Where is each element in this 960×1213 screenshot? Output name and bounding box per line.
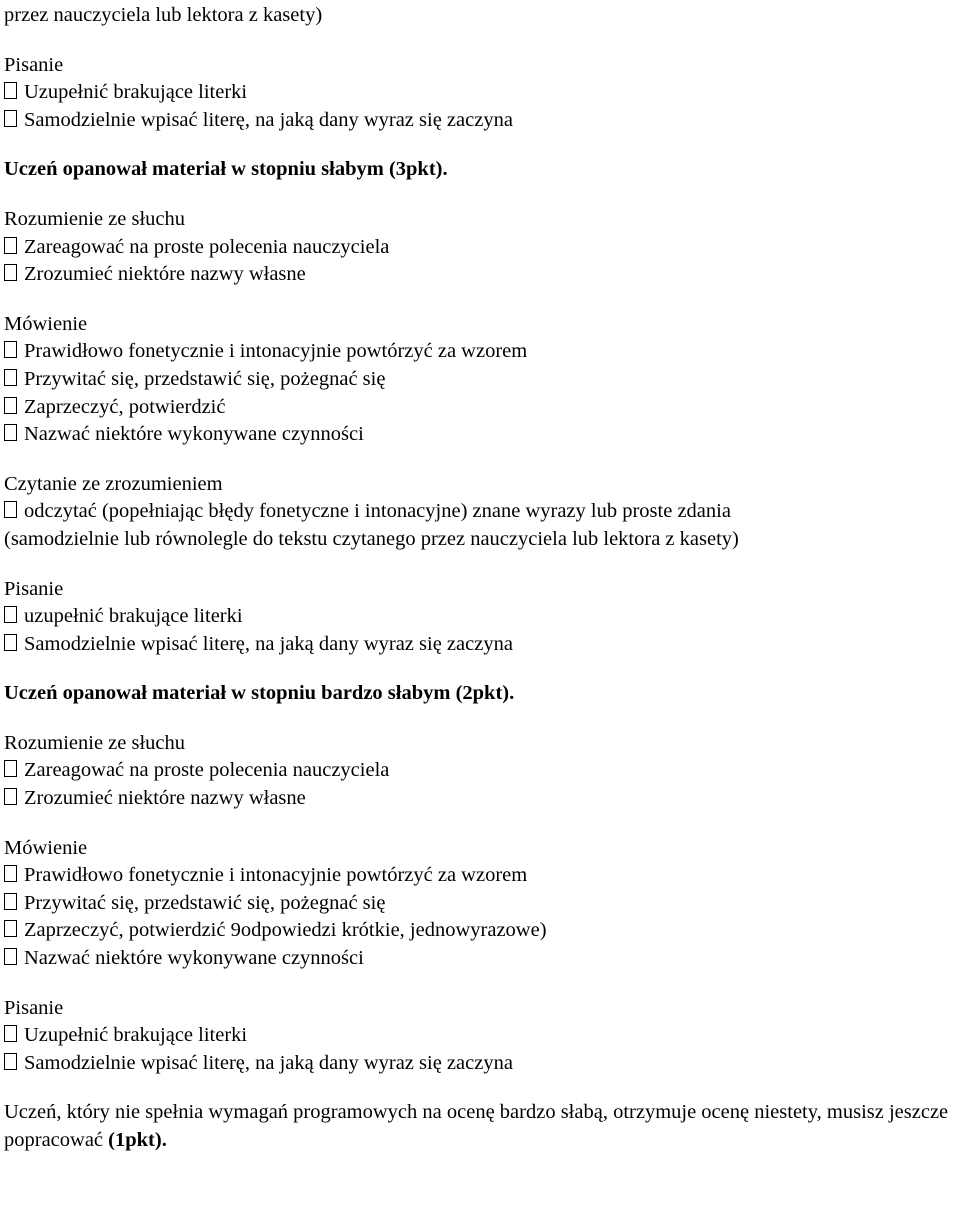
list-item: Prawidłowo fonetycznie i intonacyjnie powtórzyć za wzorem (4, 862, 956, 890)
checkbox-icon (4, 760, 17, 777)
list-item: Nazwać niektóre wykonywane czynności (4, 945, 956, 973)
grade-heading: Uczeń opanował materiał w stopniu słabym (3pkt). (4, 158, 448, 181)
list-item: Zaprzeczyć, potwierdzić (4, 394, 956, 422)
checkbox-icon (4, 865, 17, 882)
list-item: Uzupełnić brakujące literki (4, 1022, 956, 1050)
list-item: Nazwać niektóre wykonywane czynności (4, 421, 956, 449)
closing-paragraph: Uczeń, który nie spełnia wymagań programowych na ocenę bardzo słabą, otrzymuje ocenę niestety, musisz jeszcze popracować (1pkt). (4, 1101, 949, 1151)
list-item: Przywitać się, przedstawić się, pożegnać się (4, 890, 956, 918)
text-line: przez nauczyciela lub lektora z kasety) (4, 4, 323, 26)
section-title-mowienie: Mówienie (4, 312, 88, 335)
list-item: Samodzielnie wpisać literę, na jaką dany wyraz się zaczyna (4, 107, 956, 135)
checkbox-icon (4, 82, 17, 99)
checkbox-icon (4, 606, 17, 623)
list-item: Uzupełnić brakujące literki (4, 79, 956, 107)
checkbox-icon (4, 341, 17, 358)
section-title-pisanie: Pisanie (4, 577, 64, 600)
checkbox-icon (4, 893, 17, 910)
section-title-czytanie: Czytanie ze zrozumieniem (4, 472, 223, 495)
checkbox-icon (4, 264, 17, 281)
checkbox-icon (4, 424, 17, 441)
checkbox-icon (4, 237, 17, 254)
section-title-mowienie: Mówienie (4, 836, 88, 859)
list-item: Zaprzeczyć, potwierdzić 9odpowiedzi krótkie, jednowyrazowe) (4, 917, 956, 945)
checkbox-icon (4, 501, 17, 518)
points-label: (1pkt). (108, 1129, 167, 1151)
checkbox-icon (4, 788, 17, 805)
checkbox-icon (4, 634, 17, 651)
text-line: (samodzielnie lub równolegle do tekstu czytanego przez nauczyciela lub lektora z kasety) (4, 527, 739, 550)
list-item: Zrozumieć niektóre nazwy własne (4, 261, 956, 289)
list-item: Samodzielnie wpisać literę, na jaką dany wyraz się zaczyna (4, 631, 956, 659)
list-item: Samodzielnie wpisać literę, na jaką dany wyraz się zaczyna (4, 1050, 956, 1078)
section-title-pisanie: Pisanie (4, 996, 64, 1019)
document-page (4, 2, 956, 1155)
list-item: uzupełnić brakujące literki (4, 603, 956, 631)
list-item: Prawidłowo fonetycznie i intonacyjnie powtórzyć za wzorem (4, 338, 956, 366)
grade-heading: Uczeń opanował materiał w stopniu bardzo słabym (2pkt). (4, 682, 515, 705)
checkbox-icon (4, 948, 17, 965)
checkbox-icon (4, 1053, 17, 1070)
section-title-rozumienie: Rozumienie ze słuchu (4, 207, 186, 230)
list-item: odczytać (popełniając błędy fonetyczne i intonacyjne) znane wyrazy lub proste zdania (4, 498, 956, 526)
checkbox-icon (4, 369, 17, 386)
list-item: Zrozumieć niektóre nazwy własne (4, 785, 956, 813)
list-item: Zareagować na proste polecenia nauczyciela (4, 234, 956, 262)
checkbox-icon (4, 1025, 17, 1042)
section-title-pisanie: Pisanie (4, 53, 64, 76)
checkbox-icon (4, 110, 17, 127)
checkbox-icon (4, 920, 17, 937)
checkbox-icon (4, 397, 17, 414)
list-item: Przywitać się, przedstawić się, pożegnać się (4, 366, 956, 394)
list-item: Zareagować na proste polecenia nauczyciela (4, 757, 956, 785)
section-title-rozumienie: Rozumienie ze słuchu (4, 731, 186, 754)
